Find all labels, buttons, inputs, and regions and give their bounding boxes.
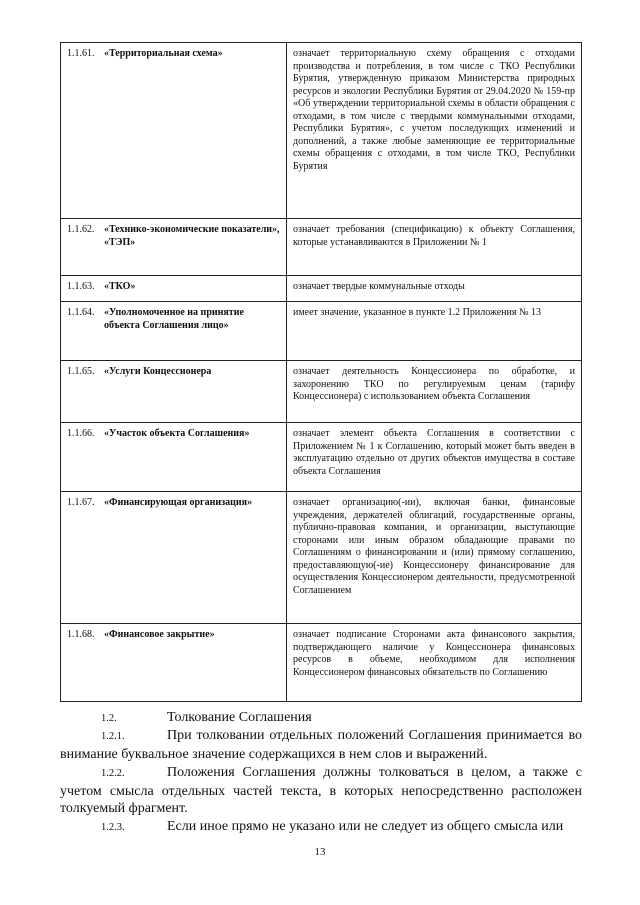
- section-number: 1.2.: [101, 713, 117, 724]
- definitions-table: [60, 42, 582, 702]
- term-cell: [61, 43, 287, 219]
- term-description: имеет значение, указанное в пункте 1.2 Приложения № 13: [287, 302, 582, 361]
- paragraph: [60, 764, 582, 818]
- term-number: 1.1.63.: [67, 281, 95, 292]
- paragraph-text: Если иное прямо не указано или не следует из общего смысла или: [167, 819, 564, 834]
- section-title: Толкование Соглашения: [167, 710, 312, 725]
- term-cell: [61, 423, 287, 492]
- term-cell: [61, 276, 287, 302]
- term-cell: [61, 624, 287, 702]
- term-cell: [61, 361, 287, 423]
- term-description: означает деятельность Концессионера по обработке, и захоронению ТКО по регулируемым ценам (тарифу Концессионера) с использованием объекта Соглашения: [287, 361, 582, 423]
- definition-row: [61, 219, 582, 276]
- term-description: означает подписание Сторонами акта финансового закрытия, подтверждающего наличие у Концессионера финансовых ресурсов в объеме, необходимом для исполнения Концессионером финансовых обязательств по Соглашению: [287, 624, 582, 702]
- term-description: означает организацию(-ии), включая банки, финансовые учреждения, держателей облигаций, государственные органы, публично-правовая компания, и организации, выступающие сторонами или иным образом обладающие правами по Соглашениям о финансировании и (или) прямому соглашению, предоставляющую(-ие) Концессионеру финансирование для осуществления Концессионером деятельности, предусмотренной Соглашением: [287, 492, 582, 624]
- paragraph: [60, 727, 582, 763]
- section-heading: [101, 709, 312, 727]
- term-description: означает требования (спецификацию) к объекту Соглашения, которые устанавливаются в Приложении № 1: [287, 219, 582, 276]
- term-number: 1.1.64.: [67, 307, 95, 318]
- term-name: «Территориальная схема»: [104, 48, 223, 59]
- definition-row: [61, 43, 582, 219]
- term-description: означает твердые коммунальные отходы: [287, 276, 582, 302]
- definition-row: [61, 276, 582, 302]
- definition-row: [61, 302, 582, 361]
- term-number: 1.1.67.: [67, 497, 95, 508]
- term-name: «Финансовое закрытие»: [104, 629, 215, 640]
- term-description: означает территориальную схему обращения с отходами производства и потребления, в том числе с ТКО Республики Бурятия, утвержденную приказом Министерства природных ресурсов и экологии Республики Бурятия от 29.04.2020 № 159-пр «Об утверждении территориальной схемы в области обращения с отходами, в том числе с твердыми коммунальными отходами, Республики Бурятия», с учетом последующих изменений и дополнений, а также любые заменяющие ее территориальные схемы обращения с отходами, в том числе ТКО, Республики Бурятия: [287, 43, 582, 219]
- definition-row: [61, 361, 582, 423]
- paragraph-text: Положения Соглашения должны толковаться в целом, а также с учетом смысла отдельных частей текста, в которых непосредственно расположен толкуемый фрагмент.: [60, 765, 582, 816]
- term-name: «Финансирующая организация»: [104, 497, 253, 508]
- term-cell: [61, 302, 287, 361]
- term-description: означает элемент объекта Соглашения в соответствии с Приложением № 1 к Соглашению, который может быть введен в эксплуатацию отдельно от других объектов имущества в составе объекта Соглашения: [287, 423, 582, 492]
- term-name: «ТКО»: [104, 281, 136, 292]
- term-number: 1.1.65.: [67, 366, 95, 377]
- paragraph-number: 1.2.3.: [101, 822, 125, 833]
- paragraph-number: 1.2.1.: [101, 731, 125, 742]
- term-number: 1.1.68.: [67, 629, 95, 640]
- term-cell: [61, 219, 287, 276]
- term-number: 1.1.62.: [67, 224, 95, 235]
- definition-row: [61, 423, 582, 492]
- term-name: «Уполномоченное на принятие объекта Соглашения лицо»: [104, 307, 244, 331]
- term-name: «Услуги Концессионера: [104, 366, 212, 377]
- term-number: 1.1.66.: [67, 428, 95, 439]
- term-cell: [61, 492, 287, 624]
- paragraph: [60, 818, 582, 837]
- paragraph-text: При толковании отдельных положений Соглашения принимается во внимание буквальное значение содержащихся в нем слов и выражений.: [60, 728, 582, 762]
- paragraph-number: 1.2.2.: [101, 768, 125, 779]
- definition-row: [61, 492, 582, 624]
- term-name: «Участок объекта Соглашения»: [104, 428, 250, 439]
- page-number: 13: [314, 846, 326, 858]
- term-number: 1.1.61.: [67, 48, 95, 59]
- definition-row: [61, 624, 582, 702]
- term-name: «Технико-экономические показатели», «ТЭП»: [104, 224, 280, 248]
